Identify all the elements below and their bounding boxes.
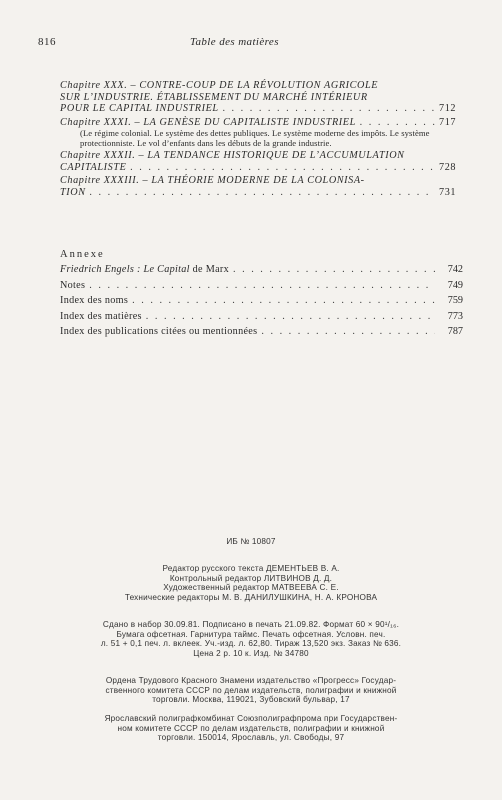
toc-title-text: CAPITALISTE — [60, 161, 127, 173]
toc-title-last-line — [60, 117, 463, 129]
toc-title-last-line — [60, 187, 463, 199]
leader-dots — [360, 117, 435, 129]
imprint-line: торговли. Москва, 119021, Зубовский бульвар, 17 — [152, 695, 350, 705]
toc-entry — [60, 117, 463, 149]
toc-entry-title — [60, 117, 463, 129]
imprint-line: Технические редакторы М. В. ДАНИЛУШКИНА, Н. А. КРОНОВА — [124, 592, 378, 602]
toc-page-number: 731 — [439, 186, 457, 198]
imprint-line: Контрольный редактор ЛИТВИНОВ Д. Д. — [169, 573, 333, 583]
toc-entry-title — [60, 175, 463, 198]
leader-dots — [223, 103, 435, 115]
imprint-editors — [0, 564, 502, 602]
annexe-row-plain: Notes — [60, 279, 86, 291]
toc-entry — [60, 80, 463, 115]
annexe-row-plain: Index des noms — [60, 295, 129, 306]
toc-page-number: 717 — [439, 116, 457, 128]
leader-dots — [132, 295, 435, 307]
annexe-page-number: 787 — [447, 326, 463, 337]
toc-entry — [60, 150, 463, 173]
toc-entry-title — [60, 150, 463, 173]
imprint-print-details — [0, 620, 502, 658]
annexe-page-number: 749 — [447, 279, 463, 291]
page-number: 816 — [38, 36, 56, 48]
leader-dots — [130, 162, 435, 174]
imprint-publisher — [0, 676, 502, 705]
annexe-row — [60, 280, 463, 292]
annexe-row-title — [60, 311, 142, 323]
imprint-line: Ярославский полиграфкомбинат Союзполиграфпрома при Государствен- — [104, 714, 398, 723]
leader-dots — [89, 280, 435, 292]
annexe-page-number: 773 — [447, 310, 463, 322]
annexe-page-number: 742 — [447, 264, 463, 275]
annexe-row-plain: Index des matières — [60, 310, 142, 322]
toc-title-text: TION — [60, 186, 86, 198]
imprint-line: Бумага офсетная. Гарнитура таймс. Печать офсетная. Условн. печ. — [116, 629, 386, 639]
annexe-row-italic: Friedrich Engels : Le Capital — [60, 264, 190, 275]
running-head: Table des matières — [190, 36, 279, 48]
leader-dots — [146, 311, 435, 323]
annexe-row — [60, 264, 463, 276]
annexe-row-title — [60, 326, 257, 338]
imprint-printer — [0, 714, 502, 743]
annexe-row — [60, 311, 463, 323]
imprint-line: торговли. 150014, Ярославль, ул. Свободы, 97 — [157, 733, 345, 743]
imprint-line: Цена 2 р. 10 к. Изд. № 34780 — [193, 648, 309, 658]
toc-title-last-line — [60, 103, 463, 115]
annexe-page-number: 759 — [447, 295, 463, 306]
toc-entry-summary: (Le régime colonial. Le système des dettes publiques. Le système moderne des impôts. Le système protectionniste. Le vol d’enfants dans les débuts de la grande industrie. — [80, 128, 430, 148]
toc-title-text: Chapitre XXXI. – LA GENÈSE DU CAPITALISTE INDUSTRIEL — [60, 116, 356, 128]
toc-entry — [60, 175, 463, 198]
toc-title-last-line — [60, 162, 463, 174]
annexe-row-plain: de Marx — [189, 264, 229, 275]
table-of-contents — [60, 80, 463, 200]
leader-dots — [233, 264, 435, 276]
toc-title-line: Chapitre XXX. – CONTRE-COUP DE LA RÉVOLUTION AGRICOLE — [60, 80, 379, 91]
imprint-line: Редактор русского текста ДЕМЕНТЬЕВ В. А. — [162, 564, 340, 573]
imprint-line: ном комитете СССР по делам издательств, полиграфии и книжной — [117, 723, 385, 733]
imprint-id — [0, 537, 502, 547]
annexe-row-plain: Index des publications citées ou mentionnées — [60, 326, 258, 337]
annexe-heading: Annexe — [60, 249, 105, 260]
toc-entry-title — [60, 80, 463, 115]
imprint-line: ственного комитета СССР по делам издательств, полиграфии и книжной — [105, 685, 397, 695]
annexe-row-title — [60, 264, 229, 276]
imprint-line: ИБ № 10807 — [226, 537, 276, 546]
toc-title-line: Chapitre XXXII. – LA TENDANCE HISTORIQUE DE L’ACCUMULATION — [60, 150, 405, 162]
leader-dots — [90, 187, 435, 199]
toc-title-line: Chapitre XXXIII. – LA THÉORIE MODERNE DE LA COLONISA- — [60, 175, 365, 187]
annexe-row-title — [60, 295, 128, 307]
toc-page-number: 728 — [439, 161, 457, 173]
toc-title-text: POUR LE CAPITAL INDUSTRIEL — [60, 103, 219, 114]
toc-title-line: SUR L’INDUSTRIE. ÉTABLISSEMENT DU MARCHÉ INTÉRIEUR — [60, 91, 368, 103]
imprint-line: Сдано в набор 30.09.81. Подписано в печать 21.09.82. Формат 60 × 90¹/₁₆. — [102, 620, 400, 629]
annexe-list — [60, 264, 463, 342]
toc-page-number: 712 — [439, 103, 457, 114]
annexe-row — [60, 295, 463, 307]
imprint-line: Ордена Трудового Красного Знамени издательство «Прогресс» Государ- — [105, 676, 397, 685]
annexe-row — [60, 326, 463, 338]
leader-dots — [261, 326, 435, 338]
annexe-row-title — [60, 280, 85, 292]
imprint-line: л. 51 + 0,1 печ. л. вклеек. Уч.-изд. л. 62,80. Тираж 13,520 экз. Заказ № 636. — [100, 639, 402, 649]
imprint-line: Художественный редактор МАТВЕЕВА С. Е. — [163, 583, 339, 593]
